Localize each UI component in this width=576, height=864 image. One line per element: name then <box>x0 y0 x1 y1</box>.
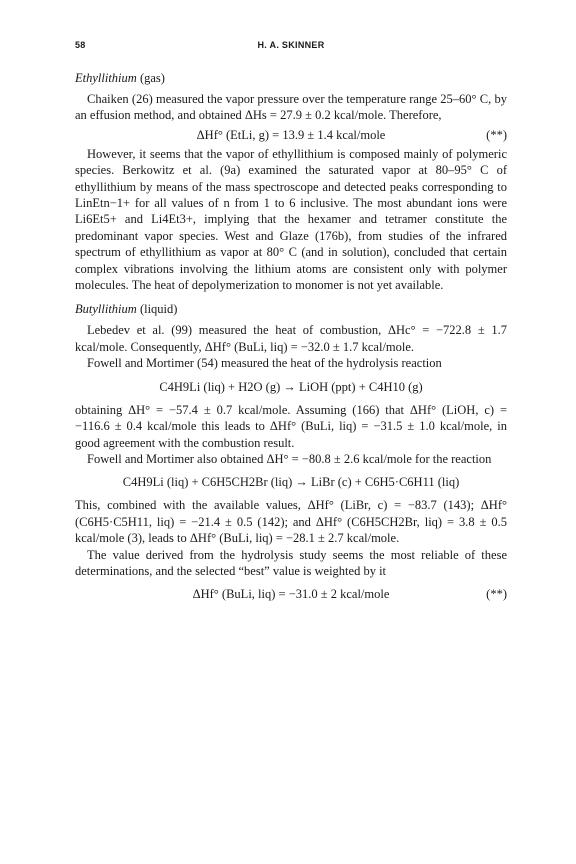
equation-tag: (**) <box>486 587 507 602</box>
reaction-text: C4H9Li (liq) + H2O (g) → LiOH (ppt) + C4H10 (g) <box>159 379 423 394</box>
reaction-text: C4H9Li (liq) + C6H5CH2Br (liq) → LiBr (c) + C6H5·C6H11 (liq) <box>122 475 460 490</box>
equation-ethyllithium <box>75 124 507 146</box>
paragraph: obtaining ΔH° = −57.4 ± 0.7 kcal/mole. Assuming (166) that ΔHf° (LiOH, c) = −116.6 ± 0.4 kcal/mole this leads to ΔHf° (BuLi, liq) = −31.5 ± 1.0 kcal/mole, in good agreement with the combustion result. <box>75 402 507 450</box>
paragraph: However, it seems that the vapor of ethyllithium is composed mainly of polymeric species. Berkowitz et al. (9a) examined the saturated vapor at 80–95° C of ethyllithium by means of the mass spectroscope and detected peaks corresponding to LinEtn−1+ for all values of n from 1 to 6 inclusive. The most abundant ions were Li6Et5+ and Li4Et3+, implying that the hexamer and tetramer constitute the predominant vapor species. West and Glaze (176b), from studies of the infrared spectrum of ethyllithium as vapor at 80° C (and in solution), concluded that certain complex vibrations involving the lithium atoms are consistent only with polymer molecules. The heat of depolymerization to monomer is not yet available. <box>75 146 507 293</box>
section-title-suffix: (gas) <box>136 71 165 85</box>
equation-text: ΔHf° (BuLi, liq) = −31.0 ± 2 kcal/mole <box>192 587 390 602</box>
section-title-text: Ethyllithium <box>75 71 137 85</box>
section-title-ethyllithium <box>75 70 507 87</box>
equation-text: ΔHf° (EtLi, g) = 13.9 ± 1.4 kcal/mole <box>196 127 386 142</box>
equation-butyllithium <box>75 583 507 605</box>
section-title-text: Butyllithium <box>75 302 137 317</box>
section-title-suffix: (liquid) <box>136 302 178 317</box>
page-number: 58 <box>75 40 86 50</box>
paragraph: This, combined with the available values, ΔHf° (LiBr, c) = −83.7 (143); ΔHf° (C6H5·C5H11, liq) = −21.4 ± 0.5 (142); and ΔHf° (C6H5CH2Br, liq) = 3.8 ± 0.5 kcal/mole (3), leads to ΔHf° (BuLi, liq) = −28.1 ± 2.7 kcal/mole. <box>75 498 507 546</box>
reaction-hydrolysis <box>75 376 507 398</box>
equation-tag: (**) <box>486 127 507 142</box>
paragraph: The value derived from the hydrolysis study seems the most reliable of these determinations, and the selected “best” value is weighted by it <box>75 547 507 578</box>
paragraph: Chaiken (26) measured the vapor pressure over the temperature range 25–60° C, by an effusion method, and obtained ΔHs = 27.9 ± 0.2 kcal/mole. Therefore, <box>75 92 507 123</box>
paragraph: Lebedev et al. (99) measured the heat of combustion, ΔHc° = −722.8 ± 1.7 kcal/mole. Consequently, ΔHf° (BuLi, liq) = −32.0 ± 1.7 kcal/mole. <box>75 323 507 354</box>
running-header <box>75 40 507 58</box>
section-title-butyllithium <box>75 301 507 318</box>
paragraph: Fowell and Mortimer (54) measured the heat of the hydrolysis reaction <box>87 356 442 371</box>
running-title: H. A. SKINNER <box>257 40 325 50</box>
paragraph: Fowell and Mortimer also obtained ΔH° = −80.8 ± 2.6 kcal/mole for the reaction <box>87 451 492 466</box>
reaction-benzyl-bromide <box>75 471 507 493</box>
document-page <box>75 40 507 605</box>
